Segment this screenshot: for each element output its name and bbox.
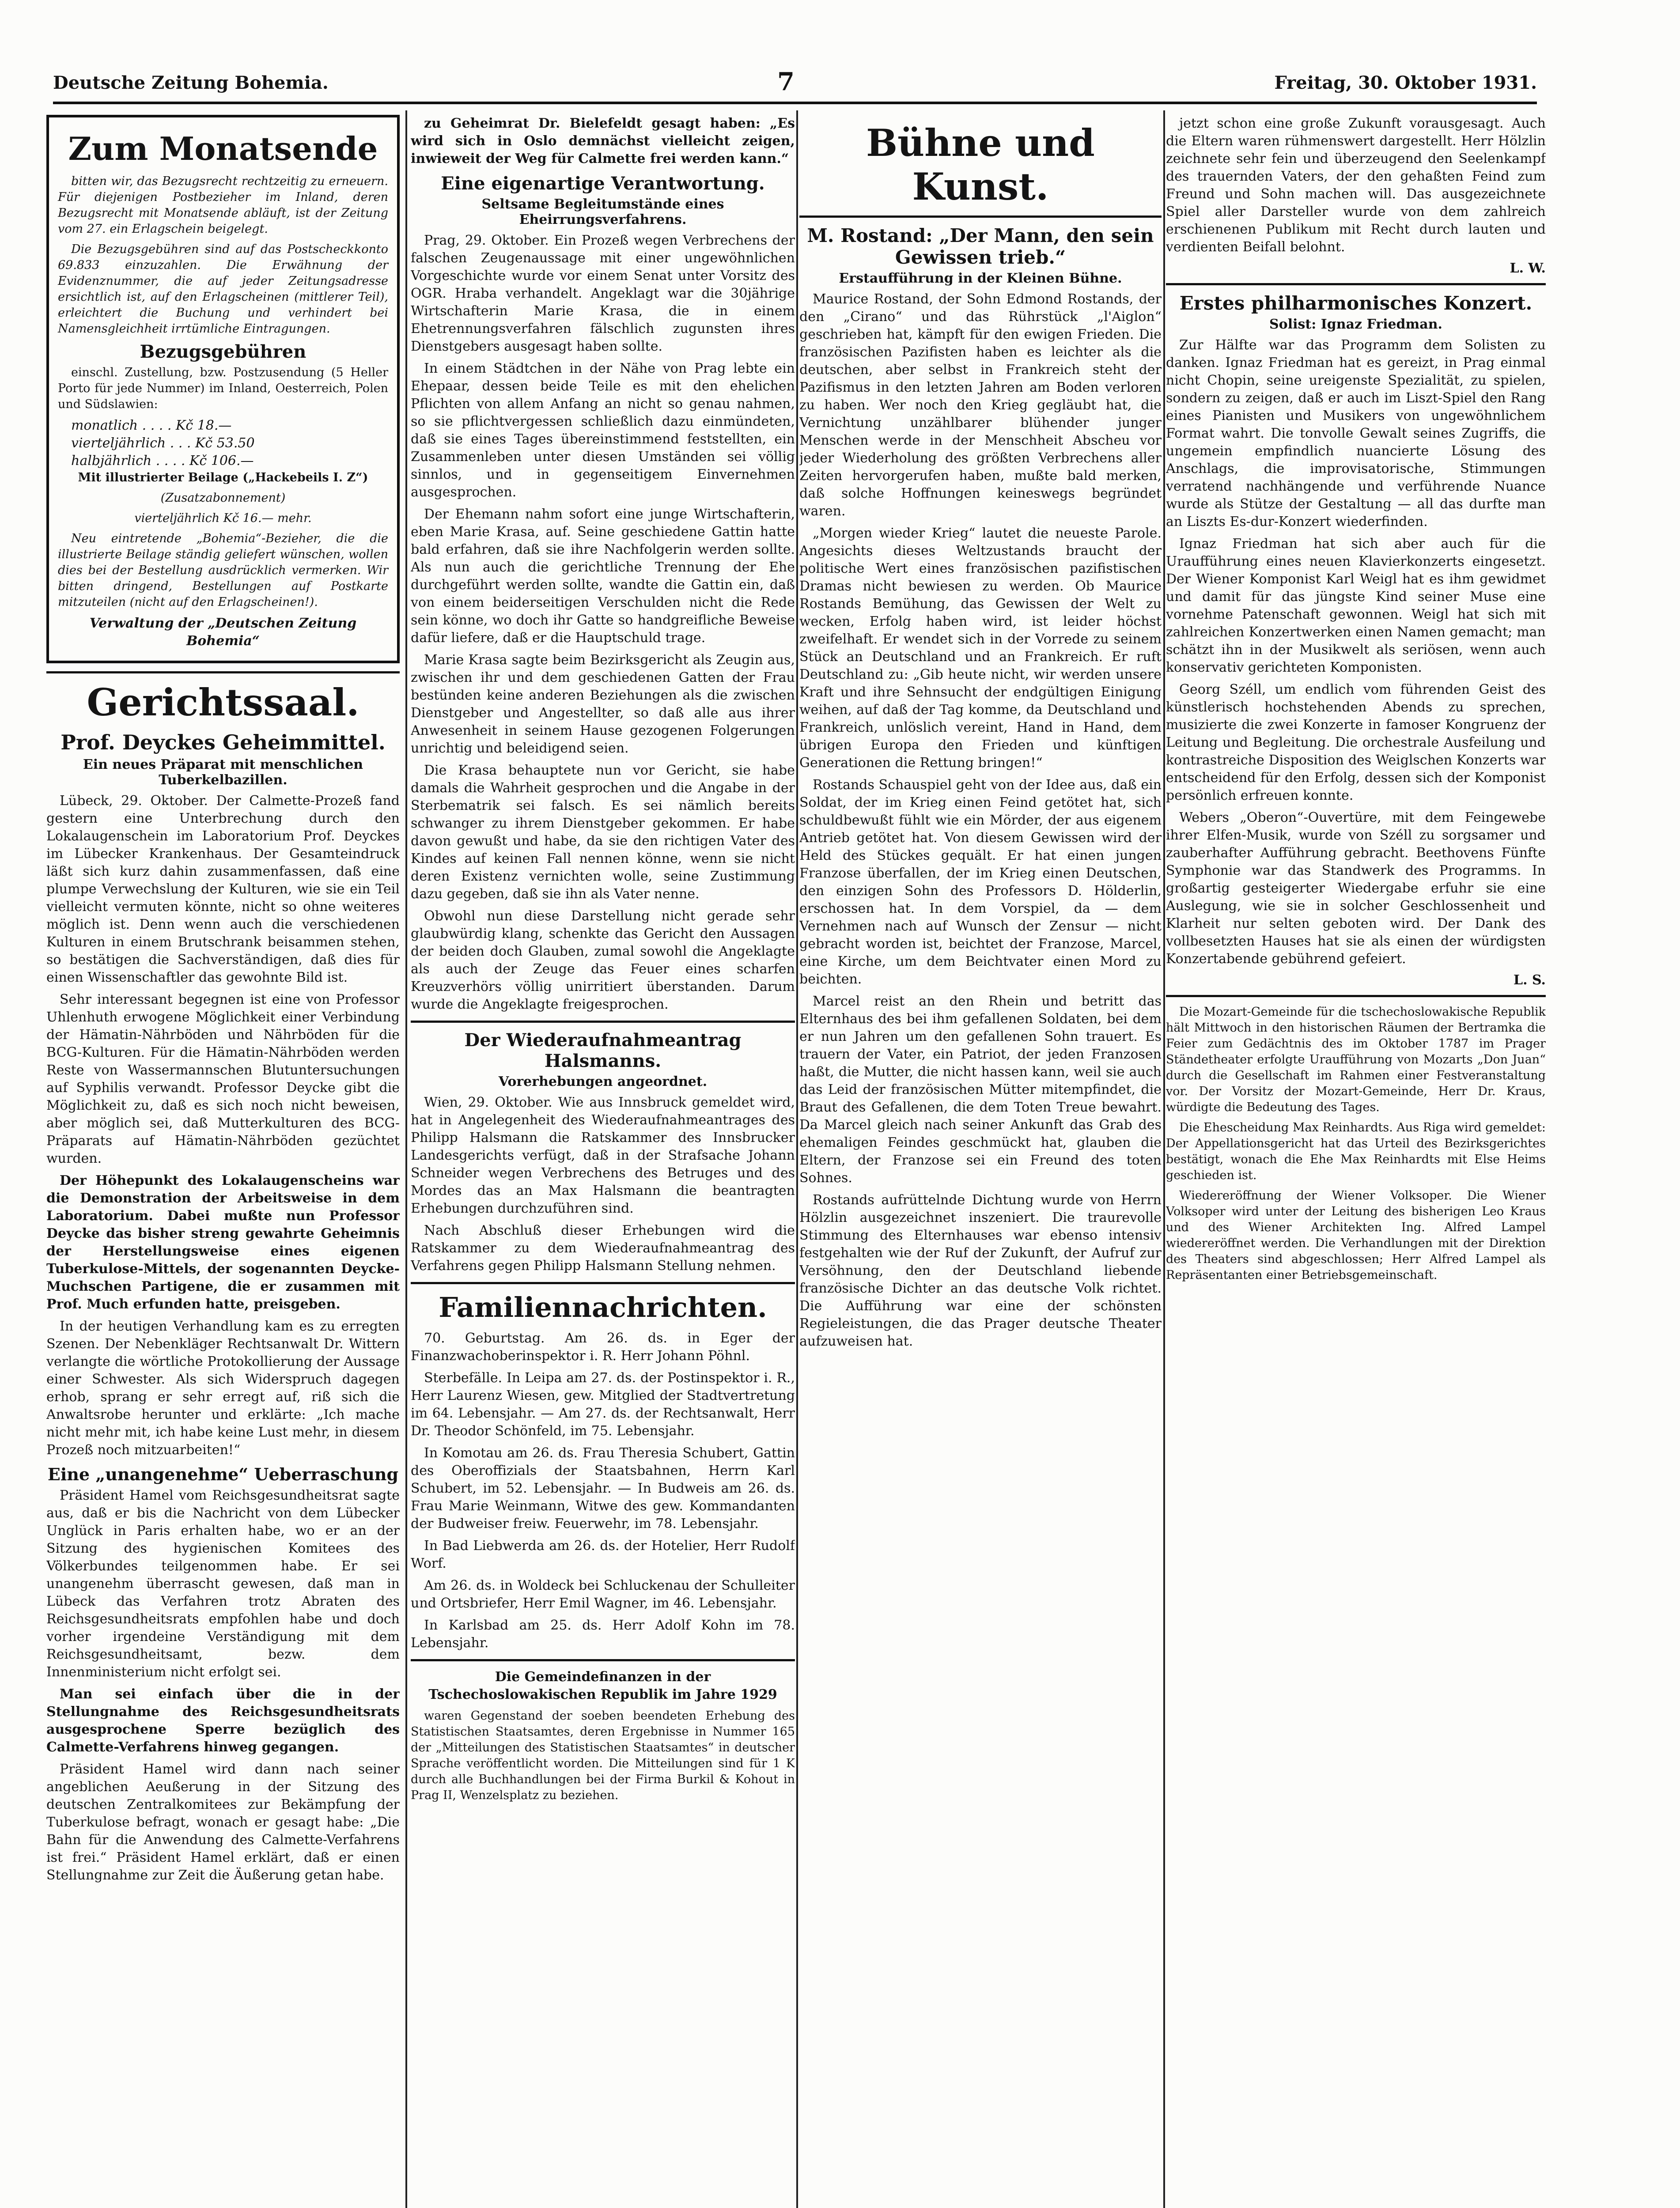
issue-date: Freitag, 30. Oktober 1931.: [1274, 72, 1537, 93]
column-1: [46, 115, 400, 2208]
article-title: Prof. Deyckes Geheimmittel.: [61, 730, 386, 754]
family-notice: 70. Geburtstag. Am 26. ds. in Eger der Finanzwachoberinspektor i. R. Herr Johann Pöhnl.: [411, 1331, 795, 1364]
article-subtitle: Seltsame Begleitumstände eines Eheirrungsverfahrens.: [481, 197, 724, 227]
fees-title: Bezugsgebühren: [140, 341, 306, 362]
article-title: Der Wiederaufnahmeantrag Halsmanns.: [464, 1030, 742, 1071]
article-title: M. Rostand: „Der Mann, den sein Gewissen trieb.“: [807, 225, 1154, 268]
finance-text: waren Gegenstand der soeben beendeten Erhebung des Statistischen Staatsamtes, deren Ergebnisse in Nummer 165 der „Mitteilungen des Statistischen Staatsamtes“ in deutscher Sprache veröffentlicht worden. Die Mitteilungen sind für 1 K durch alle Buchhandlungen bei der Firma Burkil & Kohout in Prag II, Wenzelsplatz zu beziehen.: [411, 1709, 795, 1802]
administration: Verwaltung der „Deutschen Zeitung Bohemia“: [89, 616, 357, 649]
article-paragraph: Webers „Oberon“-Ouvertüre, mit dem Feingewebe ihrer Elfen-Musik, wurde von Széll zu sorgsamer und zauberhafter Aufführung gebracht. Beethovens Fünfte Symphonie war das Standwerk des Programms. In großartig gesteigerter Wiedergabe erfuhr sie eine Auslegung, wie sie in solcher Geschlossenheit und Klarheit nur selten geboten wird. Der Dank des vollbesetzten Hauses hat sie als einen der würdigsten Konzertabende gebührend gefeiert.: [1166, 810, 1546, 967]
article-subtitle: Erstaufführung in der Kleinen Bühne.: [839, 271, 1122, 286]
article-paragraph: Prag, 29. Oktober. Ein Prozeß wegen Verbrechens der falschen Zeugenaussage mit einer ungewöhnlichen Vorgeschichte wurde vor einem Senat unter Vorsitz des OGR. Hraba verhandelt. Angeklagt war die 30jährige Wirtschafterin Marie Krasa, die in einem Ehetrennungsverfahren fälschlich zugunsten ihres Dienstgebers ausgesagt haben sollte.: [411, 233, 795, 354]
fee-monthly: monatlich . . . . Kč 18.—: [71, 418, 232, 433]
article-paragraph: Präsident Hamel vom Reichsgesundheitsrat sagte aus, daß er bis die Nachricht von dem Lübecker Unglück in Paris erhalten habe, wo er an der Sitzung des hygienischen Komitees des Völkerbundes teilgenommen habe. Er sei unangenehm überrascht gewesen, daß man in Lübeck das Verfahren trotz Abraten des Reichsgesundheitsrats empfohlen habe und doch vorher irgendeine Verständigung mit dem Reichsgesundheitsamt, bezw. dem Innenministerium nicht erfolgt sei.: [46, 1488, 400, 1680]
article-paragraph: In der heutigen Verhandlung kam es zu erregten Szenen. Der Nebenkläger Rechtsanwalt Dr. Wittern verlangte die wörtliche Protokollierung der Aussage einer Schwester. Als sich Widerspruch dagegen erhob, sprang er sehr erregt auf, riß sich die Anwaltsrobe herunter und erklärte: „Ich mache nicht mehr mit, ich habe keine Lust mehr, in diesem Prozeß noch mitzuarbeiten!“: [46, 1319, 400, 1458]
article-paragraph: „Morgen wieder Krieg“ lautet die neueste Parole. Angesichts dieses Weltzustands braucht der politische Wert eines französischen pazifistischen Dramas nicht bewiesen zu werden. Ob Maurice Rostands Bemühung, das Gewissen der Welt zu wecken, Erfolg haben wird, ist leider höchst zweifelhaft. Er wendet sich in der Vorrede zu seinem Stück an Deutschland und an Frankreich. Er ruft Deutschland zu: „Gib heute nicht, wir werden unsere Kraft und ihre Sehnsucht der endgültigen Einigung weihen, auf daß der Tag komme, da Deutschland und Frankreich, unlöslich vereint, Hand in Hand, dem übrigen Europa den Frieden und künftigen Generationen die Rettung bringen!“: [799, 526, 1162, 771]
article-paragraph: Die Krasa behauptete nun vor Gericht, sie habe damals die Wahrheit gesprochen und die Angabe in der Sterbematrik sei falsch. Es sei nämlich bereits schwanger zu ihrem Dienstgeber gekommen. Er habe davon gewußt und habe, da sie den richtigen Vater des Kindes auf keinen Fall nennen könne, wenn sie nicht deren Existenz vernichten wolle, seine Zustimmung dazu gegeben, daß sie ihn als Vater nenne.: [411, 763, 795, 902]
author-signature: L. S.: [1513, 972, 1546, 988]
article-subtitle: Solist: Ignaz Friedman.: [1269, 317, 1442, 332]
section-rule: [799, 216, 1162, 218]
article-subtitle: Ein neues Präparat mit menschlichen Tuberkelbazillen.: [83, 757, 363, 788]
notice-title: Zum Monatsende: [68, 130, 378, 167]
section-rule: [411, 1021, 795, 1023]
article-paragraph: zu Geheimrat Dr. Bielefeldt gesagt haben: „Es wird sich in Oslo demnächst vielleicht zeigen, inwieweit der Weg für Calmette frei werden kann.“: [411, 116, 795, 166]
court-section-title: Gerichtssaal.: [87, 681, 359, 724]
family-notice: In Bad Liebwerda am 26. ds. der Hotelier, Herr Rudolf Worf.: [411, 1538, 795, 1571]
fees-intro: einschl. Zustellung, bzw. Postzusendung (5 Heller Porto für jede Nummer) im Inland, Oesterreich, Polen und Südslawien:: [58, 366, 388, 411]
section-rule: [411, 1282, 795, 1284]
page-number: 7: [777, 67, 795, 96]
news-item: Die Mozart-Gemeinde für die tschechoslowakische Republik hält Mittwoch in den historischen Räumen der Bertramka die Feier zum Gedächtnis des im Oktober 1787 im Prager Ständetheater erfolgte Uraufführung von Mozarts „Don Juan“ durch die Gesellschaft im Rahmen einer Festveranstaltung vor. Der Vorsitz der Mozart-Gemeinde, Herr Dr. Kraus, würdigte die Bedeutung des Tages.: [1166, 1005, 1546, 1114]
fee-quarterly: vierteljährlich . . . Kč 53.50: [71, 435, 255, 451]
news-item: Wiedereröffnung der Wiener Volksoper. Die Wiener Volksoper wird unter der Leitung des bisherigen Leo Kraus und des Wiener Architekten Ing. Alfred Lampel wiedereröffnet werden. Die Verhandlungen mit der Direktion des Theaters sind abgeschlossen; Herr Alfred Lampel als Repräsentanten einer Betriebsgemeinschaft.: [1166, 1189, 1546, 1282]
column-rule: [1163, 110, 1165, 2208]
author-signature: L. W.: [1510, 261, 1546, 276]
article-paragraph: Marie Krasa sagte beim Bezirksgericht als Zeugin aus, zwischen ihr und dem geschiedenen Gatten der Frau bestünden keine anderen Beziehungen als die zwischen Dienstgeber und Angestellter, so daß alle aus ihrer Anwesenheit in seinem Hause gezogenen Folgerungen unrichtig und beleidigend seien.: [411, 652, 795, 756]
article-paragraph: jetzt schon eine große Zukunft vorausgesagt. Auch die Eltern waren rühmenswert dargestellt. Herr Hölzlin zeichnete sehr fein und überzeugend den Seelenkampf des trauernden Vaters, der den gehaßten Feind zum Freund und Sohn machen will. Das ausgezeichnete Spiel aller Darsteller wurde von dem zahlreich erschienenen Publikum mit Recht durch lauten und verdienten Beifall belohnt.: [1166, 116, 1546, 255]
article-paragraph: Zur Hälfte war das Programm dem Solisten zu danken. Ignaz Friedman hat es gereizt, in Prag einmal nicht Chopin, seine ureigenste Spezialität, zu spielen, sondern zu zeigen, daß er auch im Liszt-Spiel den Rang eines Pianisten und Musikers von ungewöhnlichem Format wahrt. Die tonvolle Gewalt seines Zugriffs, die ungemein empfindlich nuancierte Lösung des Anschlags, die improvisatorische, Stimmungen verratend nachhängende und verführende Nuance wurde als Stütze der Gestaltung — all das durfte man an Liszts Es-dur-Konzert wiederfinden.: [1166, 337, 1546, 529]
news-item: Die Ehescheidung Max Reinhardts. Aus Riga wird gemeldet: Der Appellationsgericht hat das Urteil des Bezirksgerichtes bestätigt, wonach die Ehe Max Reinhardts mit Else Heims geschieden ist.: [1166, 1121, 1546, 1182]
notice-text: Die Bezugsgebühren sind auf das Postscheckkonto 69.833 einzuzahlen. Die Erwähnung der Evidenznummer, die auf jeder Zeitungsadresse ersichtlich ist, auf den Erlagscheinen (mittlerer Teil), erleichtert die Buchung und verhindert bei Namensgleichheit irrtümliche Eintragungen.: [58, 242, 388, 336]
article-paragraph: Marcel reist an den Rhein und betritt das Elternhaus des bei ihm gefallenen Soldaten, bei dem er nun Jahren um den gefallenen Sohn trauert. Es trauern der Vater, ein Patriot, der jeden Franzosen haßt, die Mutter, die nicht hassen kann, weil sie auch das Leid der französischen Mütter mitempfindet, die Braut des Gefallenen, die dem Toten Treue bewahrt. Da Marcel gleich nach seiner Ankunft das Grab des ehemaligen Feindes geschmückt hat, glauben die Eltern, der Franzose sei ein Freund des toten Sohnes.: [799, 994, 1162, 1186]
article-paragraph: Rostands aufrüttelnde Dichtung wurde von Herrn Hölzlin ausgezeichnet inszeniert. Die traurevolle Stimmung des Elternhauses war ebenso intensiv festgehalten wie der Ruf der Zukunft, der Aufruf zur Versöhnung, den der Deutschland liebende französische Dichter an das deutsche Volk richtet. Die Aufführung war eine der schönsten Regieleistungen, die das Prager deutsche Theater aufzuweisen hat.: [799, 1192, 1162, 1349]
article-paragraph: In einem Städtchen in der Nähe von Prag lebte ein Ehepaar, dessen beide Teile es mit den ehelichen Pflichten von allem Anfang an nicht so genau nahmen, so sie pflichtvergessen schließlich dazu einmündeten, daß sie eines Tages übereinstimmend feststellten, ein Zusammenleben unter diesen Umständen sei völlig sinnlos, und in gegenseitigem Einvernehmen ausgesprochen.: [411, 361, 795, 500]
section-rule: [46, 671, 400, 673]
family-section-title: Familiennachrichten.: [439, 1291, 767, 1323]
column-rule: [405, 110, 407, 2208]
article-subtitle: Vorerhebungen angeordnet.: [498, 1074, 708, 1089]
stage-section-title: Bühne und Kunst.: [866, 121, 1095, 208]
supplement: Mit illustrierter Beilage („Hackebeils I. Z“): [78, 471, 368, 484]
article-paragraph: Lübeck, 29. Oktober. Der Calmette-Prozeß fand gestern eine Unterbrechung durch den Lokalaugenschein im Laboratorium Prof. Deyckes im Lübecker Krankenhaus. Der Gesamteindruck läßt sich kurz dahin zusammenfassen, daß eine plumpe Verwechslung der Kulturen, wie sie ein Teil vielleicht vermuten könnte, nicht so ohne weiteres möglich ist. Denn wenn auch die verschiedenen Kulturen in einem Brutschrank beisammen stehen, so bestätigen die Sachverständigen, daß dies für einen Wissenschaftler das gewohnte Bild ist.: [46, 793, 400, 985]
article-paragraph: Man sei einfach über die in der Stellungnahme des Reichsgesundheitsrats ausgesprochene Sperre bezüglich des Calmette-Verfahrens hinweg gegangen.: [46, 1686, 400, 1755]
finance-title: Die Gemeindefinanzen in der Tschechoslowakischen Republik im Jahre 1929: [428, 1669, 777, 1702]
article-title: Eine „unangenehme“ Ueberraschung: [47, 1464, 399, 1484]
column-2: [411, 115, 795, 2208]
supplement-fee: vierteljährlich Kč 16.— mehr.: [134, 511, 312, 525]
column-3: [799, 115, 1162, 2208]
notice-text: bitten wir, das Bezugsrecht rechtzeitig zu erneuern. Für diejenigen Postbezieher im Inland, deren Bezugsrecht mit Monatsende abläuft, ist der Zeitung vom 27. ein Erlagschein beigelegt.: [58, 174, 388, 236]
family-notice: In Komotau am 26. ds. Frau Theresia Schubert, Gattin des Oberoffizials der Staatsbahnen, Herrn Karl Schubert, im 52. Lebensjahr. — In Budweis am 26. ds. Frau Marie Weinmann, Witwe des gew. Kommandanten der Budweiser freiw. Feuerwehr, im 78. Lebensjahr.: [411, 1445, 795, 1531]
article-paragraph: Georg Széll, um endlich vom führenden Geist des künstlerisch hochstehenden Abends zu sprechen, musizierte die zwei Konzerte in famoser Kongruenz der Leitung und Begleitung. Die orchestrale Ausfeilung und kontrastreiche Disposition des Weiglschen Konzerts war entscheidend für den Erfolg, dessen sich der Komponist persönlich erfreuen konnte.: [1166, 682, 1546, 803]
article-paragraph: Nach Abschluß dieser Erhebungen wird die Ratskammer zu dem Wiederaufnahmeantrag des Verfahrens gegen Philipp Halsmann Stellung nehmen.: [411, 1223, 795, 1274]
article-paragraph: Wien, 29. Oktober. Wie aus Innsbruck gemeldet wird, hat in Angelegenheit des Wiederaufnahmeantrages des Philipp Halsmann die Ratskammer des Innsbrucker Landesgerichts verfügt, daß in der Strafsache Johann Schneider wegen Verbrechens des Betruges und des Mordes das an Max Halsmann die beantragten Erhebungen durchzuführen sind.: [411, 1095, 795, 1216]
family-notice: In Karlsbad am 25. ds. Herr Adolf Kohn im 78. Lebensjahr.: [411, 1618, 795, 1651]
subscription-notice: [46, 115, 400, 663]
supplement-note: (Zusatzabonnement): [160, 491, 286, 505]
column-4: [1166, 115, 1546, 2208]
article-paragraph: Ignaz Friedman hat sich aber auch für die Uraufführung eines neuen Klavierkonzerts eingesetzt. Der Wiener Komponist Karl Weigl hat es ihm gewidmet und damit für das jüngste Kind seiner Muse eine vornehme Patenschaft gewonnen. Weigl hat sich mit zahlreichen Konzertwerken einen Namen gemacht; man schätzt ihn in der Musikwelt als seriösen, wenn auch konservativ gerichteten Komponisten.: [1166, 536, 1546, 675]
section-rule: [1166, 283, 1546, 285]
article-paragraph: Der Ehemann nahm sofort eine junge Wirtschafterin, eben Marie Krasa, auf. Seine geschiedene Gattin hatte bald erfahren, daß sie ihre Nachfolgerin werden sollte. Als nun auch die gerichtliche Trennung der Ehe durchgeführt werden sollte, wandte die Gattin ein, daß von einem beiderseitigen Verschulden nicht die Rede sein könne, wo doch ihr Gatte so handgreifliche Beweise dafür liefere, daß er die Hauptschuld trage.: [411, 507, 795, 646]
article-title: Erstes philharmonisches Konzert.: [1179, 292, 1532, 314]
paper-name: Deutsche Zeitung Bohemia.: [53, 72, 329, 93]
fee-half: halbjährlich . . . . Kč 106.—: [71, 453, 254, 469]
family-notice: Am 26. ds. in Woldeck bei Schluckenau der Schulleiter und Ortsbriefer, Herr Emil Wagner, im 46. Lebensjahr.: [411, 1578, 795, 1611]
article-title: Eine eigenartige Verantwortung.: [441, 173, 765, 194]
article-paragraph: Rostands Schauspiel geht von der Idee aus, daß ein Soldat, der im Krieg einen Feind getötet hat, sich schuldbewußt fühlt wie ein Mörder, der aus eigenem Antrieb getötet hat. Von diesem Gewissen wird der Held des Stückes gequält. Er hat einen jungen Franzose überfallen, der im Krieg einen Deutschen, den einzigen Sohn des Professors D. Hölderlin, erschossen hat. In dem Vorspiel, da — dem Vernehmen nach auf Wunsch der Zensur — nicht gebracht worden ist, beichtet der Franzose, Marcel, eine Kirche, um dem Beichtvater einen Mord zu beichten.: [799, 777, 1162, 987]
article-paragraph: Der Höhepunkt des Lokalaugenscheins war die Demonstration der Arbeitsweise in dem Laboratorium. Dabei mußte nun Professor Deycke das bisher streng gewahrte Geheimnis der Herstellungsweise eines eigenen Tuberkulose-Mittels, der sogenannten Deycke-Muchschen Partigene, die er zusammen mit Prof. Much erfunden hatte, preisgeben.: [46, 1173, 400, 1312]
article-paragraph: Präsident Hamel wird dann nach seiner angeblichen Aeußerung in der Sitzung des deutschen Zentralkomitees zur Bekämpfung der Tuberkulose befragt, wonach er gesagt habe: „Die Bahn für die Anwendung des Calmette-Verfahrens ist frei.“ Präsident Hamel erklärt, daß er einen Stellungnahme zur Zeit die Äußerung getan habe.: [46, 1762, 400, 1883]
masthead: [53, 66, 1537, 104]
article-paragraph: Maurice Rostand, der Sohn Edmond Rostands, der den „Cirano“ und das Rührstück „l'Aiglon“ geschrieben hat, kämpft für den ewigen Frieden. Die französischen Pazifisten haben es leichter als die deutschen, aber selbst in Frankreich steht der Pazifismus in den letzten Jahren am Boden verloren zu haben. Wer noch den Krieg gegläubt hat, die Vernichtung unzählbarer blühender junger Menschen werde in der Menschheit Abscheu vor jeder Wiederholung des größten Verbrechens aller Zeiten hervorgerufen haben, mußte bald merken, daß solche Hoffnungen keineswegs begründet waren.: [799, 291, 1162, 519]
column-rule: [796, 110, 798, 2208]
article-paragraph: Sehr interessant begegnen ist eine von Professor Uhlenhuth erwogene Möglichkeit einer Verbindung der Hämatin-Nährböden und Nährböden für die BCG-Kulturen. Für die Hämatin-Nährböden werden Reste von Wassermannschen Blutuntersuchungen auf Syphilis verwandt. Professor Deycke gibt die Möglichkeit zu, daß es sich noch nicht beweisen, aber möglich sei, daß Mutterkulturen des BCG-Präparats auf Hämatin-Nährböden gezüchtet wurden.: [46, 992, 400, 1166]
section-rule: [1166, 995, 1546, 997]
family-notice: Sterbefälle. In Leipa am 27. ds. der Postinspektor i. R., Herr Laurenz Wiesen, gew. Mitglied der Stadtvertretung im 64. Lebensjahr. — Am 27. ds. der Rechtsanwalt, Herr Dr. Theodor Schönfeld, im 75. Lebensjahr.: [411, 1370, 795, 1439]
new-subscribers-note: Neu eintretende „Bohemia“-Bezieher, die die illustrierte Beilage ständig geliefert wünschen, wollen dies bei der Bestellung ausdrücklich vermerken. Wir bitten dringend, Bestellungen auf Postkarte mitzuteilen (nicht auf den Erlagscheinen!).: [58, 532, 388, 609]
article-paragraph: Obwohl nun diese Darstellung nicht gerade sehr glaubwürdig klang, schenkte das Gericht den Aussagen der beiden doch Glauben, zumal sowohl die Angeklagte als auch der Zeuge das Feuer eines scharfen Kreuzverhörs völlig unirritiert überstanden. Darum wurde die Angeklagte freigesprochen.: [411, 908, 795, 1012]
section-rule: [411, 1659, 795, 1661]
